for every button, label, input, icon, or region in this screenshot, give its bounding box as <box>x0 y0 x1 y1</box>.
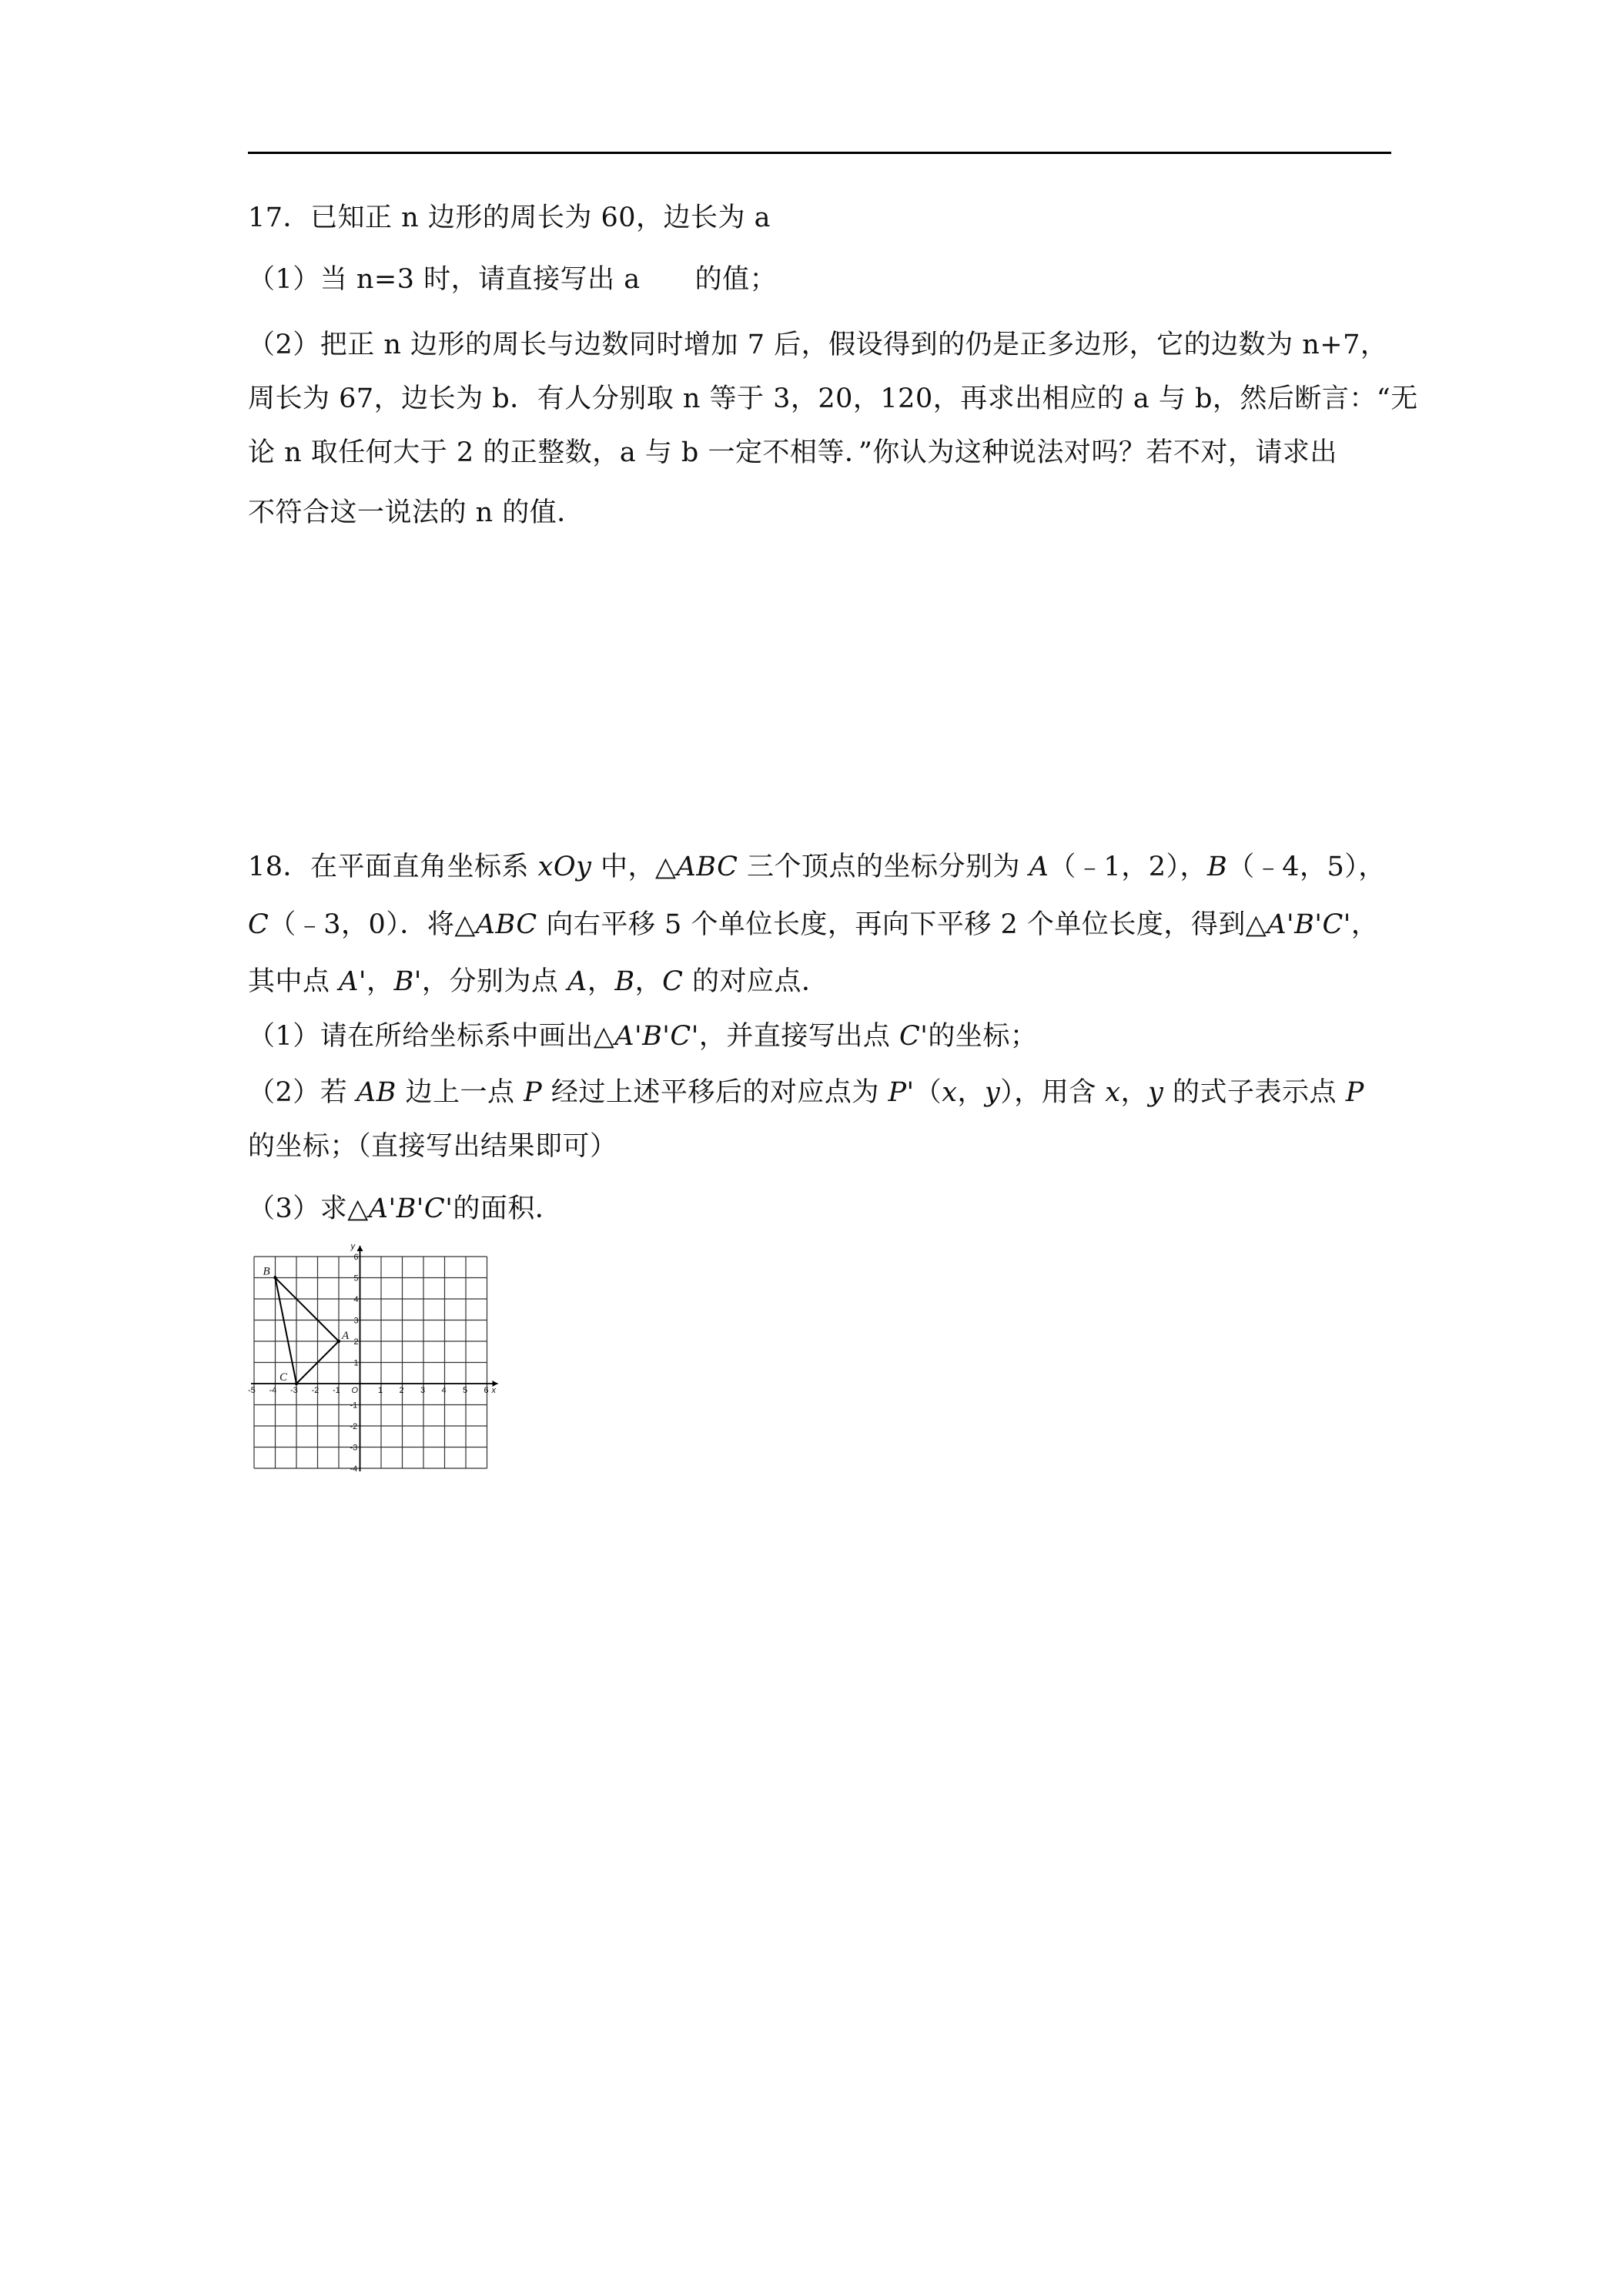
header-rule <box>248 152 1391 154</box>
y-tick-label: -1 <box>350 1401 358 1411</box>
q17-part2-line4: 不符合这一说法的 n 的值． <box>248 497 584 528</box>
y-axis-arrow <box>357 1246 363 1251</box>
y-tick-label: 4 <box>353 1295 359 1304</box>
y-tick-label: 6 <box>353 1253 359 1262</box>
q18-part2-line1: （2）若 AB 边上一点 P 经过上述平移后的对应点为 P'（x，y），用含 x，y 的式子表示点 P <box>248 1077 1364 1108</box>
y-tick-label: 3 <box>353 1316 359 1326</box>
q18-part1: （1）请在所给坐标系中画出△A'B'C'，并直接写出点 C'的坐标； <box>248 1021 1038 1052</box>
x-tick-label: 1 <box>378 1386 383 1395</box>
y-tick-label: 2 <box>353 1337 359 1347</box>
x-tick-label: -4 <box>269 1386 277 1395</box>
y-tick-label: 5 <box>353 1274 359 1284</box>
q18-line1: 18．在平面直角坐标系 xOy 中，△ABC 三个顶点的坐标分别为 A（﹣1，2），B（﹣4，5）， <box>248 852 1386 882</box>
q17-part2-line3: 论 n 取任何大于 2 的正整数，a 与 b 一定不相等．”你认为这种说法对吗？若不对，请求出 <box>248 437 1337 468</box>
y-tick-label: -3 <box>350 1443 358 1453</box>
y-tick-label: -2 <box>350 1422 358 1431</box>
q18-line2: C（﹣3，0）．将△ABC 向右平移 5 个单位长度，再向下平移 2 个单位长度，得到△A'B'C'， <box>248 909 1379 940</box>
y-axis-label: y <box>350 1242 355 1251</box>
q17-title: 17．已知正 n 边形的周长为 60，边长为 a <box>248 202 771 233</box>
x-tick-label: 3 <box>420 1386 426 1395</box>
coordinate-grid <box>246 1233 496 1480</box>
vertex-label-b: B <box>263 1265 270 1278</box>
x-tick-label: -2 <box>311 1386 320 1395</box>
q18-line3: 其中点 A'，B'，分别为点 A，B，C 的对应点． <box>248 966 829 997</box>
x-tick-label: 6 <box>484 1386 489 1395</box>
x-tick-label: 5 <box>463 1386 468 1395</box>
q17-part2-line1: （2）把正 n 边形的周长与边数同时增加 7 后，假设得到的仍是正多边形，它的边数为 n+7， <box>248 330 1388 360</box>
x-tick-label: -3 <box>290 1386 298 1395</box>
vertex-point-c <box>295 1382 298 1385</box>
x-tick-label: -1 <box>333 1386 340 1395</box>
x-axis-label: x <box>491 1386 496 1395</box>
x-tick-label: -5 <box>248 1386 256 1395</box>
triangle-abc <box>276 1278 340 1384</box>
vertex-point-a <box>337 1340 340 1343</box>
q17-part2-line2: 周长为 67，边长为 b．有人分别取 n 等于 3，20，120，再求出相应的 a 与 b，然后断言：“无 <box>248 383 1418 414</box>
vertex-label-c: C <box>279 1371 288 1384</box>
x-tick-label: 4 <box>441 1386 447 1395</box>
x-tick-label: 2 <box>399 1386 404 1395</box>
q17-part1: （1）当 n=3 时，请直接写出 a 的值； <box>248 264 778 295</box>
vertex-point-b <box>273 1276 276 1279</box>
q18-part3: （3）求△A'B'C'的面积． <box>248 1193 563 1224</box>
vertex-label-a: A <box>342 1330 350 1342</box>
y-tick-label: 1 <box>353 1358 359 1368</box>
origin-label: O <box>351 1386 359 1395</box>
q18-part2-line2: 的坐标；（直接写出结果即可） <box>248 1131 617 1162</box>
y-tick-label: -4 <box>350 1464 358 1474</box>
